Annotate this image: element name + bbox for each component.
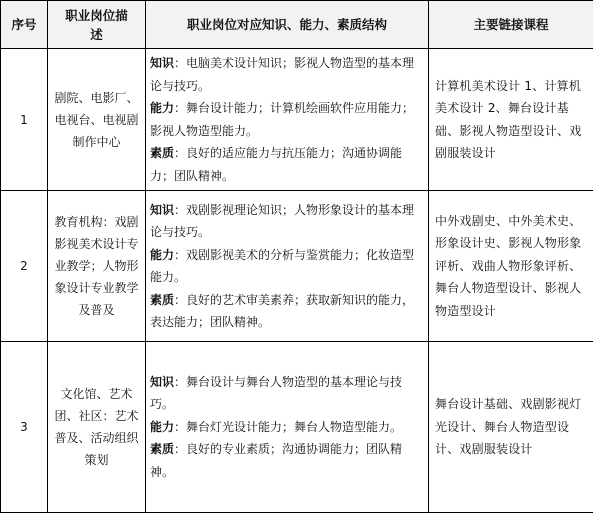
knowledge-label: 知识 xyxy=(150,56,174,70)
header-row xyxy=(1,1,593,49)
header-courses: 主要链接课程 xyxy=(429,1,593,49)
knowledge-line xyxy=(150,199,424,244)
table-row xyxy=(1,191,593,342)
quality-text: ：良好的专业素质；沟通协调能力；团队精神。 xyxy=(150,442,402,479)
ability-text: ：舞台灯光设计能力；舞台人物造型能力。 xyxy=(174,420,402,434)
quality-line xyxy=(150,289,424,334)
knowledge-text: ：舞台设计与舞台人物造型的基本理论与技巧。 xyxy=(150,375,402,412)
ability-text: ：舞台设计能力；计算机绘画软件应用能力；影视人物造型能力。 xyxy=(150,101,414,138)
ability-label: 能力 xyxy=(150,248,174,262)
structure-cell xyxy=(146,191,429,342)
structure-cell xyxy=(146,49,429,191)
linked-courses: 计算机美术设计 1、计算机美术设计 2、舞台设计基础、影视人物造型设计、戏剧服装设计 xyxy=(429,49,593,191)
linked-courses: 中外戏剧史、中外美术史、形象设计史、影视人物形象评析、戏曲人物形象评析、舞台人物造型设计、影视人物造型设计 xyxy=(429,191,593,342)
row-index: 1 xyxy=(1,49,48,191)
structure-cell xyxy=(146,342,429,513)
ability-text: ：戏剧影视美术的分析与鉴赏能力；化妆造型能力。 xyxy=(150,248,414,285)
table-row xyxy=(1,49,593,191)
quality-label: 素质 xyxy=(150,442,174,456)
quality-text: ：良好的适应能力与抗压能力；沟通协调能力；团队精神。 xyxy=(150,146,402,183)
knowledge-label: 知识 xyxy=(150,375,174,389)
position-description: 教育机构：戏剧影视美术设计专业教学；人物形象设计专业教学及普及 xyxy=(48,191,146,342)
position-description: 剧院、电影厂、电视台、电视剧制作中心 xyxy=(48,49,146,191)
header-position: 职业岗位描述 xyxy=(48,1,146,49)
position-description: 文化馆、艺术团、社区：艺术普及、活动组织策划 xyxy=(48,342,146,513)
knowledge-text: ：电脑美术设计知识；影视人物造型的基本理论与技巧。 xyxy=(150,56,414,93)
quality-label: 素质 xyxy=(150,293,174,307)
row-index: 2 xyxy=(1,191,48,342)
ability-line xyxy=(150,97,424,142)
knowledge-label: 知识 xyxy=(150,203,174,217)
header-structure: 职业岗位对应知识、能力、素质结构 xyxy=(146,1,429,49)
ability-label: 能力 xyxy=(150,420,174,434)
linked-courses: 舞台设计基础、戏剧影视灯光设计、舞台人物造型设计、戏剧服装设计 xyxy=(429,342,593,513)
quality-line xyxy=(150,438,424,483)
header-index: 序号 xyxy=(1,1,48,49)
knowledge-line xyxy=(150,371,424,416)
knowledge-line xyxy=(150,52,424,97)
table-row xyxy=(1,342,593,513)
knowledge-text: ：戏剧影视理论知识；人物形象设计的基本理论与技巧。 xyxy=(150,203,414,240)
quality-text: ：良好的艺术审美素养；获取新知识的能力，表达能力；团队精神。 xyxy=(150,293,414,330)
row-index: 3 xyxy=(1,342,48,513)
quality-label: 素质 xyxy=(150,146,174,160)
ability-line xyxy=(150,416,424,439)
ability-line xyxy=(150,244,424,289)
quality-line xyxy=(150,142,424,187)
ability-label: 能力 xyxy=(150,101,174,115)
